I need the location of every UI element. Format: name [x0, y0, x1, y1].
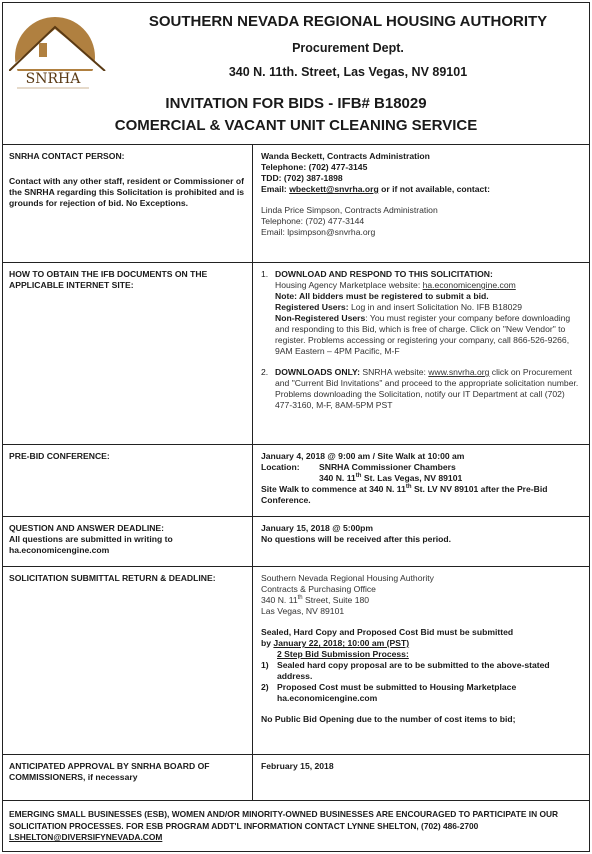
submittal-label: SOLICITATION SUBMITTAL RETURN & DEADLINE: — [9, 573, 216, 583]
qa-note: No questions will be received after this period. — [261, 534, 452, 544]
submittal-address-2: Contracts & Purchasing Office — [261, 584, 376, 594]
qa-value-cell — [253, 517, 589, 566]
site-prefix: Housing Agency Marketplace website: — [275, 280, 423, 290]
submittal-address-1: Southern Nevada Regional Housing Authority — [261, 573, 434, 583]
site-walk-note: Site Walk to commence at 340 N. 11th St. LV NV 89101 after the Pre-Bid Conference. — [261, 484, 548, 505]
obtain-item-1 — [261, 269, 581, 357]
ifb-title: INVITATION FOR BIDS - IFB# B18029 — [165, 95, 427, 112]
contact-value-cell — [253, 145, 589, 262]
ifb-subtitle: COMERCIAL & VACANT UNIT CLEANING SERVICE — [114, 117, 478, 134]
snvrha-website-link[interactable]: www.snvrha.org — [428, 367, 490, 377]
obtain-row — [3, 263, 589, 445]
item-number: 2. — [261, 367, 269, 377]
contact-label-cell — [3, 145, 253, 262]
qa-date: January 15, 2018 @ 5:00pm — [261, 523, 374, 533]
item1-site-line — [275, 280, 581, 291]
department-name: Procurement Dept. — [292, 41, 404, 55]
alt-contact-email[interactable]: Email: lpsimpson@snvrha.org — [261, 227, 376, 237]
document-header — [3, 3, 589, 145]
qa-label: QUESTION AND ANSWER DEADLINE: — [9, 523, 165, 533]
footer-text: EMERGING SMALL BUSINESSES (ESB), WOMEN AND/OR MINORITY-OWNED BUSINESSES ARE ENCOURAGED TO PARTICIPATE IN OUR SOLICITATION PROCESSES. FOR ESB PROGRAM ADDT'L INFORMATION CONTACT LYNNE SHELTON, (702) 486-2700 — [9, 809, 559, 831]
prebid-label-cell — [3, 445, 253, 516]
marketplace-link[interactable]: ha.economicengine.com — [422, 280, 516, 290]
snrha-logo — [9, 9, 113, 93]
prebid-row — [3, 445, 589, 517]
submittal-value-cell — [253, 567, 589, 754]
svg-text:SNRHA: SNRHA — [25, 71, 81, 87]
submittal-address-3: 340 N. 11th Street, Suite 180 — [261, 595, 370, 605]
item-number: 1. — [261, 269, 269, 279]
nonregistered-label: Non-Registered Users — [275, 313, 366, 323]
primary-contact-email-line — [261, 184, 581, 195]
qa-label-cell — [3, 517, 253, 566]
item2-text — [275, 367, 581, 411]
item1-title: DOWNLOAD AND RESPOND TO THIS SOLICITATION: — [275, 269, 493, 279]
item2-text-a: SNRHA website: — [359, 367, 429, 377]
item2-title: DOWNLOADS ONLY: — [275, 367, 360, 377]
no-public-opening: No Public Bid Opening due to the number of cost items to bid; — [261, 714, 516, 724]
esb-footer — [3, 803, 589, 850]
qa-sublabel: All questions are submitted in writing to ha.economicengine.com — [9, 534, 173, 555]
primary-contact-name: Wanda Beckett, Contracts Administration — [261, 151, 430, 161]
approval-value-cell — [253, 755, 589, 800]
alt-contact-phone: Telephone: (702) 477-3144 — [261, 216, 365, 226]
primary-contact-phone: Telephone: (702) 477-3145 — [261, 162, 368, 172]
alt-contact-name: Linda Price Simpson, Contracts Administration — [261, 205, 438, 215]
approval-date: February 15, 2018 — [261, 761, 334, 771]
process-title: 2 Step Bid Submission Process: — [277, 649, 409, 659]
step-1: 1) Sealed hard copy proposal are to be submitted to the above-stated address. — [261, 660, 550, 681]
qa-row — [3, 517, 589, 567]
footer-email[interactable]: LSHELTON@DIVERSIFYNEVADA.COM — [9, 832, 163, 842]
deadline-date: January 22, 2018; 10:00 am (PST) — [273, 638, 410, 648]
organization-address: 340 N. 11th. Street, Las Vegas, NV 89101 — [228, 65, 468, 79]
approval-label-cell — [3, 755, 253, 800]
item1-nonregistered — [275, 313, 581, 357]
prebid-value-cell — [253, 445, 589, 516]
submittal-row — [3, 567, 589, 755]
prebid-location — [261, 462, 581, 484]
registered-text: Log in and insert Solicitation No. IFB B18029 — [348, 302, 522, 312]
contact-warning: Contact with any other staff, resident or Commissioner of the SNRHA regarding this Solicitation is prohibited and is grounds for rejection of bid. No Exceptions. — [9, 176, 245, 208]
obtain-item-2 — [261, 367, 581, 411]
prebid-label: PRE-BID CONFERENCE: — [9, 451, 110, 461]
submittal-address-4: Las Vegas, NV 89101 — [261, 606, 345, 616]
obtain-value-cell — [253, 263, 589, 444]
location-address: 340 N. 11th St. Las Vegas, NV 89101 — [319, 473, 463, 483]
organization-name: SOUTHERN NEVADA REGIONAL HOUSING AUTHORITY — [148, 13, 548, 30]
nonregistered-text: : You must register your company before downloading and responding to this Bid, which is free of charge. Click on "New Vendor" to register. Problems accessing or registering your company, call 866-526-9266, 9AM Eastern – 4PM Pacific, M-F — [275, 313, 571, 356]
location-name: SNRHA Commissioner Chambers — [319, 462, 456, 472]
contact-row — [3, 145, 589, 263]
email-prefix: Email: — [261, 184, 290, 194]
document-page — [2, 2, 590, 852]
location-label: Location: — [261, 462, 300, 472]
obtain-label-cell — [3, 263, 253, 444]
step-2: 2) Proposed Cost must be submitted to Housing Marketplace ha.economicengine.com — [261, 682, 517, 703]
submittal-label-cell — [3, 567, 253, 754]
primary-contact-tdd: TDD: (702) 387-1898 — [261, 173, 343, 183]
house-logo-icon — [9, 9, 113, 93]
item2-text-b: click on Procurement and "Current Bid Invitations" and proceed to the appropriate solicitation number. Problems downloading the Solicitation, notify our IT Department at call (702) 477-3160, M-F, 8AM-5PM PST — [275, 367, 579, 410]
prebid-date: January 4, 2018 @ 9:00 am / Site Walk at 10:00 am — [261, 451, 465, 461]
email-suffix: or if not available, contact: — [378, 184, 491, 194]
registered-label: Registered Users: — [275, 302, 349, 312]
deadline-line: by January 22, 2018; 10:00 am (PST) — [261, 638, 410, 648]
contact-label: SNRHA CONTACT PERSON: — [9, 151, 125, 161]
item1-registered — [275, 302, 581, 313]
approval-label: ANTICIPATED APPROVAL BY SNRHA BOARD OF COMMISSIONERS, if necessary — [9, 761, 210, 782]
obtain-label: HOW TO OBTAIN THE IFB DOCUMENTS ON THE APPLICABLE INTERNET SITE: — [9, 269, 208, 290]
sealed-bid-note: Sealed, Hard Copy and Proposed Cost Bid must be submitted — [261, 627, 514, 637]
approval-row — [3, 755, 589, 801]
item1-note: Note: All bidders must be registered to submit a bid. — [275, 291, 489, 301]
primary-contact-email[interactable]: wbeckett@snvrha.org — [289, 184, 379, 194]
